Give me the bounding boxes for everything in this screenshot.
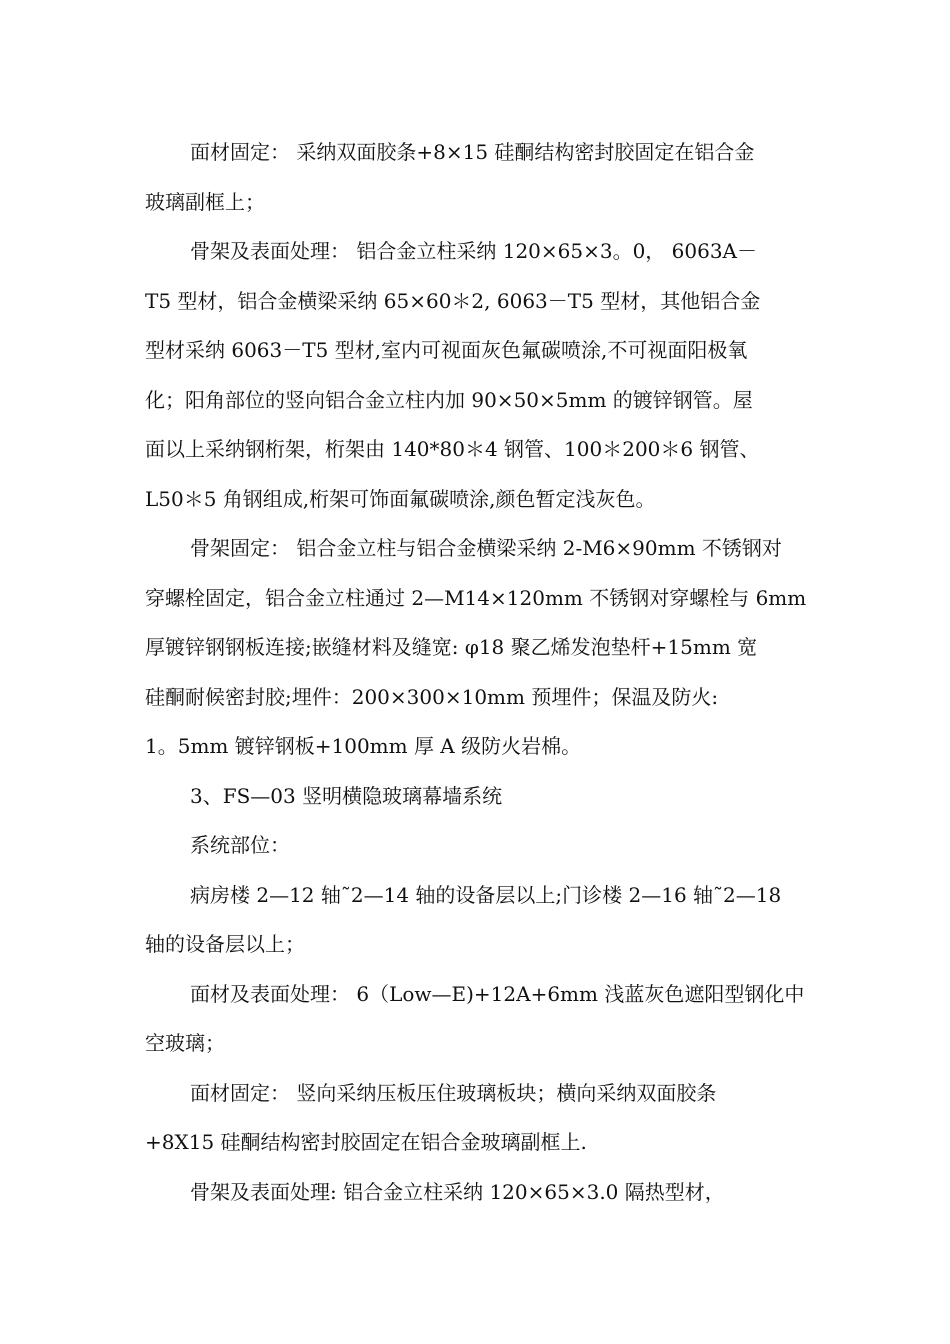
text-line: +8X15 硅酮结构密封胶固定在铝合金玻璃副框上. — [145, 1130, 587, 1154]
text-line: 骨架固定： 铝合金立柱与铝合金横梁采纳 2-M6×90mm 不锈钢对 — [190, 536, 782, 560]
text-line: 硅酮耐候密封胶;埋件：200×300×10mm 预埋件；保温及防火: — [145, 685, 719, 709]
text-line: 骨架及表面处理： 铝合金立柱采纳 120×65×3。0， 6063A－ — [190, 239, 758, 263]
text-line: 系统部位： — [190, 833, 290, 857]
text-line: 轴的设备层以上； — [145, 932, 305, 956]
text-line: 面材固定： 采纳双面胶条+8×15 硅酮结构密封胶固定在铝合金 — [190, 140, 755, 164]
section-heading: 3、FS—03 竖明横隐玻璃幕墙系统 — [190, 784, 503, 808]
text-line: 型材采纳 6063－T5 型材,室内可视面灰色氟碳喷涂,不可视面阳极氧 — [145, 338, 748, 362]
text-line: 病房楼 2—12 轴˜2—14 轴的设备层以上;门诊楼 2—16 轴˜2—18 — [190, 883, 782, 907]
text-line: 穿螺栓固定，铝合金立柱通过 2—M14×120mm 不锈钢对穿螺栓与 6mm — [145, 586, 807, 610]
text-line: 空玻璃； — [145, 1031, 225, 1055]
text-line: 面以上采纳钢桁架，桁架由 140*80＊4 钢管、100＊200＊6 钢管、 — [145, 437, 760, 461]
text-line: 化；阳角部位的竖向铝合金立柱内加 90×50×5mm 的镀锌钢管。屋 — [145, 388, 753, 412]
text-line: 玻璃副框上； — [145, 190, 265, 214]
text-line: T5 型材，铝合金横梁采纳 65×60＊2, 6063－T5 型材，其他铝合金 — [145, 289, 761, 313]
text-line: L50＊5 角钢组成,桁架可饰面氟碳喷涂,颜色暂定浅灰色。 — [145, 487, 656, 511]
text-line: 骨架及表面处理: 铝合金立柱采纳 120×65×3.0 隔热型材， — [190, 1180, 725, 1204]
text-line: 面材及表面处理： 6（Low—E)+12A+6mm 浅蓝灰色遮阳型钢化中 — [190, 982, 805, 1006]
text-line: 厚镀锌钢钢板连接;嵌缝材料及缝宽: φ18 聚乙烯发泡垫杆+15mm 宽 — [145, 635, 758, 659]
text-line: 1。5mm 镀锌钢板+100mm 厚 A 级防火岩棉。 — [145, 734, 582, 758]
text-line: 面材固定： 竖向采纳压板压住玻璃板块；横向采纳双面胶条 — [190, 1081, 717, 1105]
